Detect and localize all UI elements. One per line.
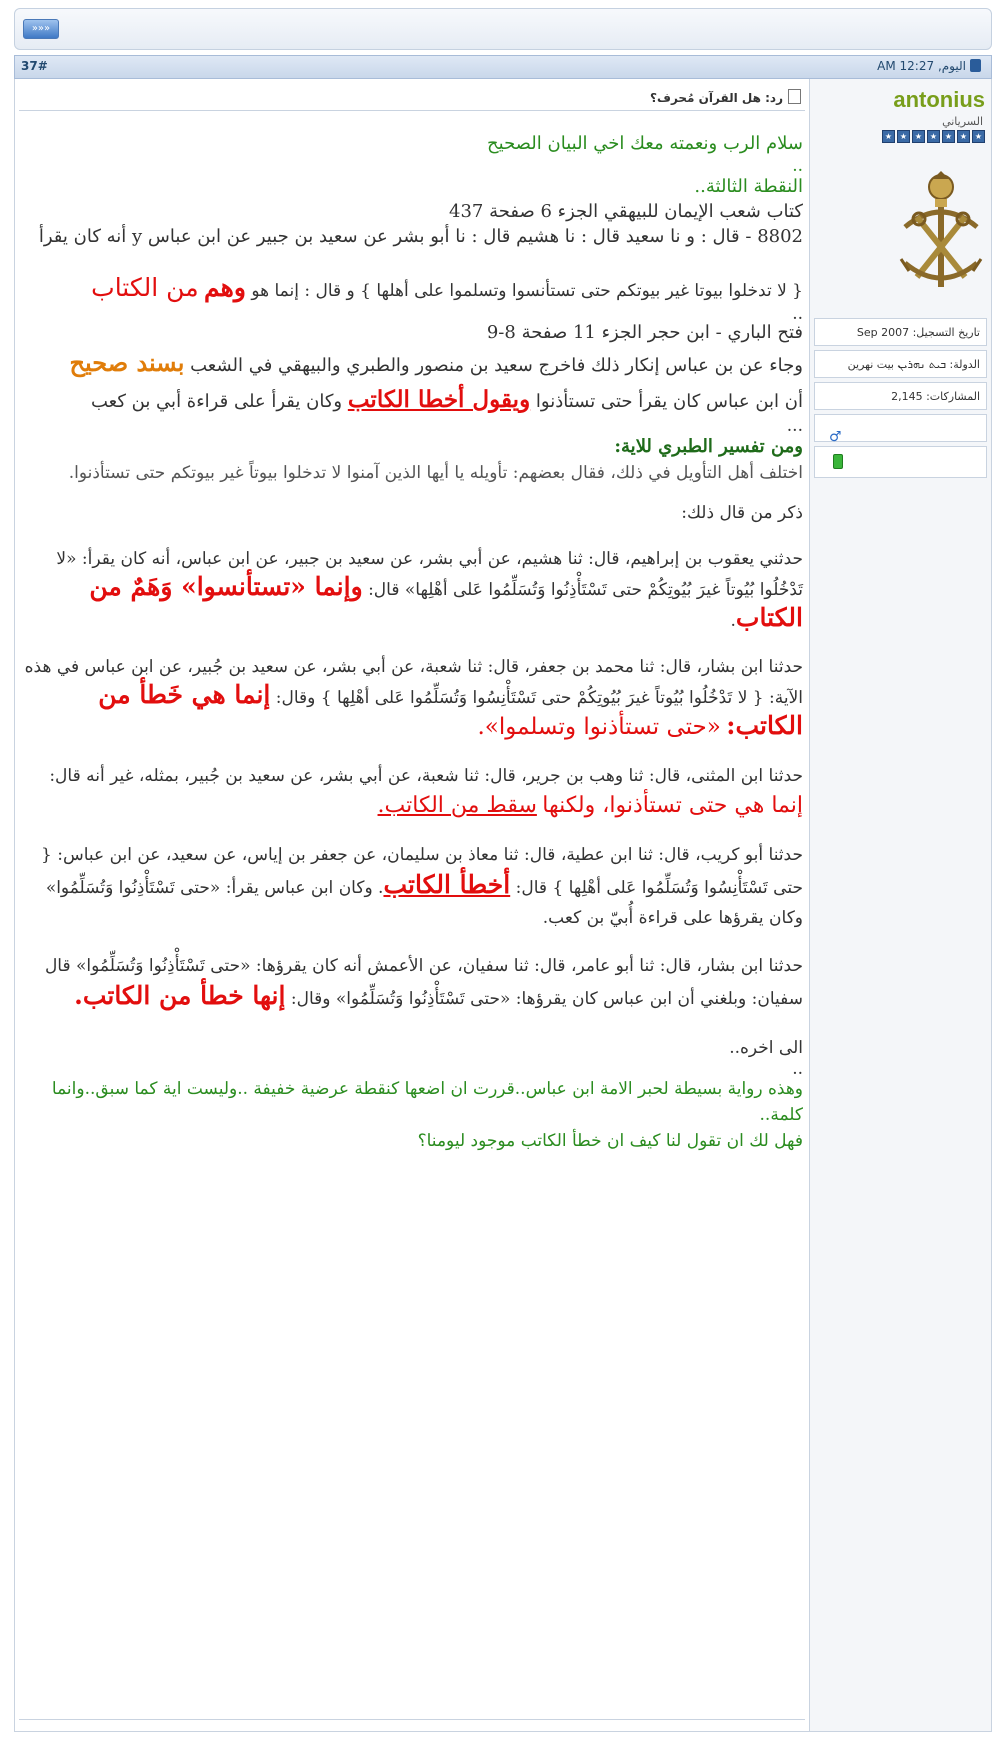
hadith-paragraph <box>21 951 803 1014</box>
post-subject <box>650 89 801 105</box>
country <box>814 350 987 378</box>
highlight-text: بسند صحيح <box>69 348 185 377</box>
hadith-text: حدثنا ابن المثنى، قال: ثنا وهب بن جرير، قال: ثنا شعبة، عن أبي بشر، عن سعيد بن جُبير، بمثله، غير أنه قال: <box>49 766 803 786</box>
online-status-icon <box>833 454 843 469</box>
rank-star-icon: ★ <box>912 130 925 143</box>
hadith-paragraph <box>21 545 803 635</box>
male-icon: ♂ <box>829 429 842 445</box>
separator: .. <box>792 1059 803 1079</box>
gender-row <box>814 414 987 445</box>
hadith-text: حدثنا أبو كريب، قال: ثنا ابن عطية، قال: ثنا معاذ بن سليمان، عن جعفر بن إياس، عن سعيد، عن ابن عباس: { حتى تَسْتَأْنِسُوا وَتُسَلِّمُوا عَلى أهْلِها } قال: <box>41 845 803 898</box>
post-content <box>15 79 810 1731</box>
post-date <box>877 59 981 73</box>
highlight-text: إنما هي خَطأ من الكاتب: <box>98 680 803 740</box>
highlight-text: سقط من الكاتب. <box>377 793 537 818</box>
citation-line: كتاب شعب الإيمان للبيهقي الجزء 6 صفحة 437 <box>449 201 803 222</box>
post-count <box>814 382 987 410</box>
quote-line <box>21 346 803 383</box>
section-heading: ومن تفسير الطبري للاية: <box>614 436 803 457</box>
closing-line: الى اخره.. <box>729 1038 803 1058</box>
rank-star-icon: ★ <box>972 130 985 143</box>
document-icon <box>788 89 801 104</box>
highlight-text: أخطأ الكاتب <box>383 870 511 899</box>
hadith-paragraph <box>21 840 803 933</box>
status-row <box>814 446 987 478</box>
highlight-text: وهم <box>204 273 246 302</box>
separator: .. <box>792 156 803 176</box>
join-date-text: تاريخ التسجيل: Sep 2007 <box>856 326 980 339</box>
quote-text: وكان يقرأ على قراءة أبي بن كعب <box>90 391 343 412</box>
separator: .. <box>792 304 803 324</box>
rank-stars <box>882 130 985 143</box>
point-heading: النقطة الثالثة.. <box>694 176 803 197</box>
collapse-button[interactable]: »»» <box>23 19 59 39</box>
hadith-text: حدثنا ابن بشار، قال: ثنا محمد بن جعفر، قال: ثنا شعبة، عن أبي بشر، عن سعيد بن جُبير، عن ابن عباس في هذه الآية: { لا تَدْخُلُوا بُيُوتاً غيرَ بُيُوتِكُمْ حتى تَسْتَأْنِسُوا وَتُسَلِّمُوا عَلى أهْلِها } وقال: <box>24 657 803 708</box>
post-count-text: المشاركات: 2,145 <box>891 390 980 403</box>
post-date-text: اليوم, 12:27 AM <box>877 59 966 73</box>
hadith-text: . وكان ابن عباس يقرأ: «حتى تَسْتَأْذِنُوا وَتُسَلِّمُوا» وكان يقرؤها على قراءة أُبيّ بن كعب. <box>45 878 803 928</box>
quote-text: أن ابن عباس كان يقرأ حتى تستأذنوا <box>535 391 803 412</box>
post-body <box>14 79 992 1732</box>
quote-paragraph: ذكر من قال ذلك: <box>681 503 803 523</box>
rank-star-icon: ★ <box>882 130 895 143</box>
rank-star-icon: ★ <box>897 130 910 143</box>
quote-line <box>21 383 803 419</box>
quote-line: 8802 - قال : و نا سعيد قال : نا هشيم قال : نا أبو بشر عن سعيد بن جبير عن ابن عباس y أنه كان يقرأ <box>38 226 803 247</box>
highlight-text: إنها خطأ من الكاتب. <box>74 981 286 1010</box>
join-date <box>814 318 987 346</box>
username-link[interactable]: antonius <box>893 87 985 112</box>
post-number-link[interactable]: 37# <box>21 59 48 73</box>
avatar[interactable] <box>897 167 985 295</box>
divider <box>19 110 805 111</box>
post-header-bar <box>14 55 992 79</box>
highlight-text: «حتى تستأذنوا وتسلموا». <box>477 714 721 740</box>
top-toolbar <box>14 8 992 50</box>
user-info-panel <box>810 79 991 1731</box>
hadith-text: حدثني يعقوب بن إبراهيم، قال: ثنا هشيم، عن أبي بشر، عن سعيد بن جبير، عن ابن عباس، أنه كان يقرأ: «لا تَدْخُلُوا بُيُوتاً غيرَ بُيُوتِكُمْ حتى تَسْتَأْذِنُوا وَتُسَلِّمُوا عَلى أهْلِها» قال: <box>56 549 803 600</box>
hadith-text: حدثنا ابن بشار، قال: ثنا أبو عامر، قال: ثنا سفيان، عن الأعمش أنه كان يقرؤها: «حتى تَسْتَأْذِنُوا وَتُسَلِّمُوا» قال سفيان: وبلغني أن ابن عباس كان يقرؤها: «حتى تَسْتَأْذِنُوا وَتُسَلِّمُوا» وقال: <box>44 956 803 1009</box>
highlight-text: إنما هي حتى تستأذنوا، ولكنها <box>542 793 803 818</box>
post-icon <box>970 59 981 72</box>
quote-line <box>21 271 803 308</box>
post-subject-text: رد: هل القرآن مُحرف؟ <box>650 91 783 105</box>
rank-star-icon: ★ <box>927 130 940 143</box>
quote-paragraph: اختلف أهل التأويل في ذلك، فقال بعضهم: تأويله يا أيها الذين آمنوا لا تدخلوا بيوتاً غير بيوتكم حتى تستأذنوا. <box>68 463 803 483</box>
separator: ... <box>786 416 803 436</box>
greeting: سلام الرب ونعمته معك اخي البيان الصحيح <box>487 133 803 154</box>
divider <box>19 1719 805 1720</box>
comment-paragraph: وهذه رواية بسيطة لحبر الامة ابن عباس..قررت ان اضعها كنقطة عرضية خفيفة ..وليست اية كما سبق..وانما كلمة.. <box>51 1079 803 1125</box>
hadith-text: . <box>730 611 736 631</box>
highlight-text: وإنما «تستأنسوا» وَهَمٌ من الكتاب <box>89 572 803 632</box>
country-text: الدولة: ܒܝܬ ܢܗܪܝܢ بيت نهرين <box>847 358 980 371</box>
question-line: فهل لك ان تقول لنا كيف ان خطأ الكاتب موجود ليومنا؟ <box>417 1131 803 1151</box>
quote-text: { لا تدخلوا بيوتا غير بيوتكم حتى تستأنسوا وتسلموا على أهلها } و قال : إنما هو <box>251 281 803 301</box>
rank-star-icon: ★ <box>942 130 955 143</box>
post-message <box>21 131 803 1154</box>
citation-line: فتح الباري - ابن حجر الجزء 11 صفحة 8-9 <box>486 322 803 343</box>
hadith-paragraph <box>21 761 803 822</box>
highlight-text: ويقول أخطا الكاتب <box>347 386 531 413</box>
highlight-text: من الكتاب <box>91 273 199 302</box>
hadith-paragraph <box>21 653 803 743</box>
user-title: السرياني <box>942 115 983 128</box>
rank-star-icon: ★ <box>957 130 970 143</box>
quote-text: وجاء عن بن عباس إنكار ذلك فاخرج سعيد بن منصور والطبري والبيهقي في الشعب <box>190 355 803 376</box>
